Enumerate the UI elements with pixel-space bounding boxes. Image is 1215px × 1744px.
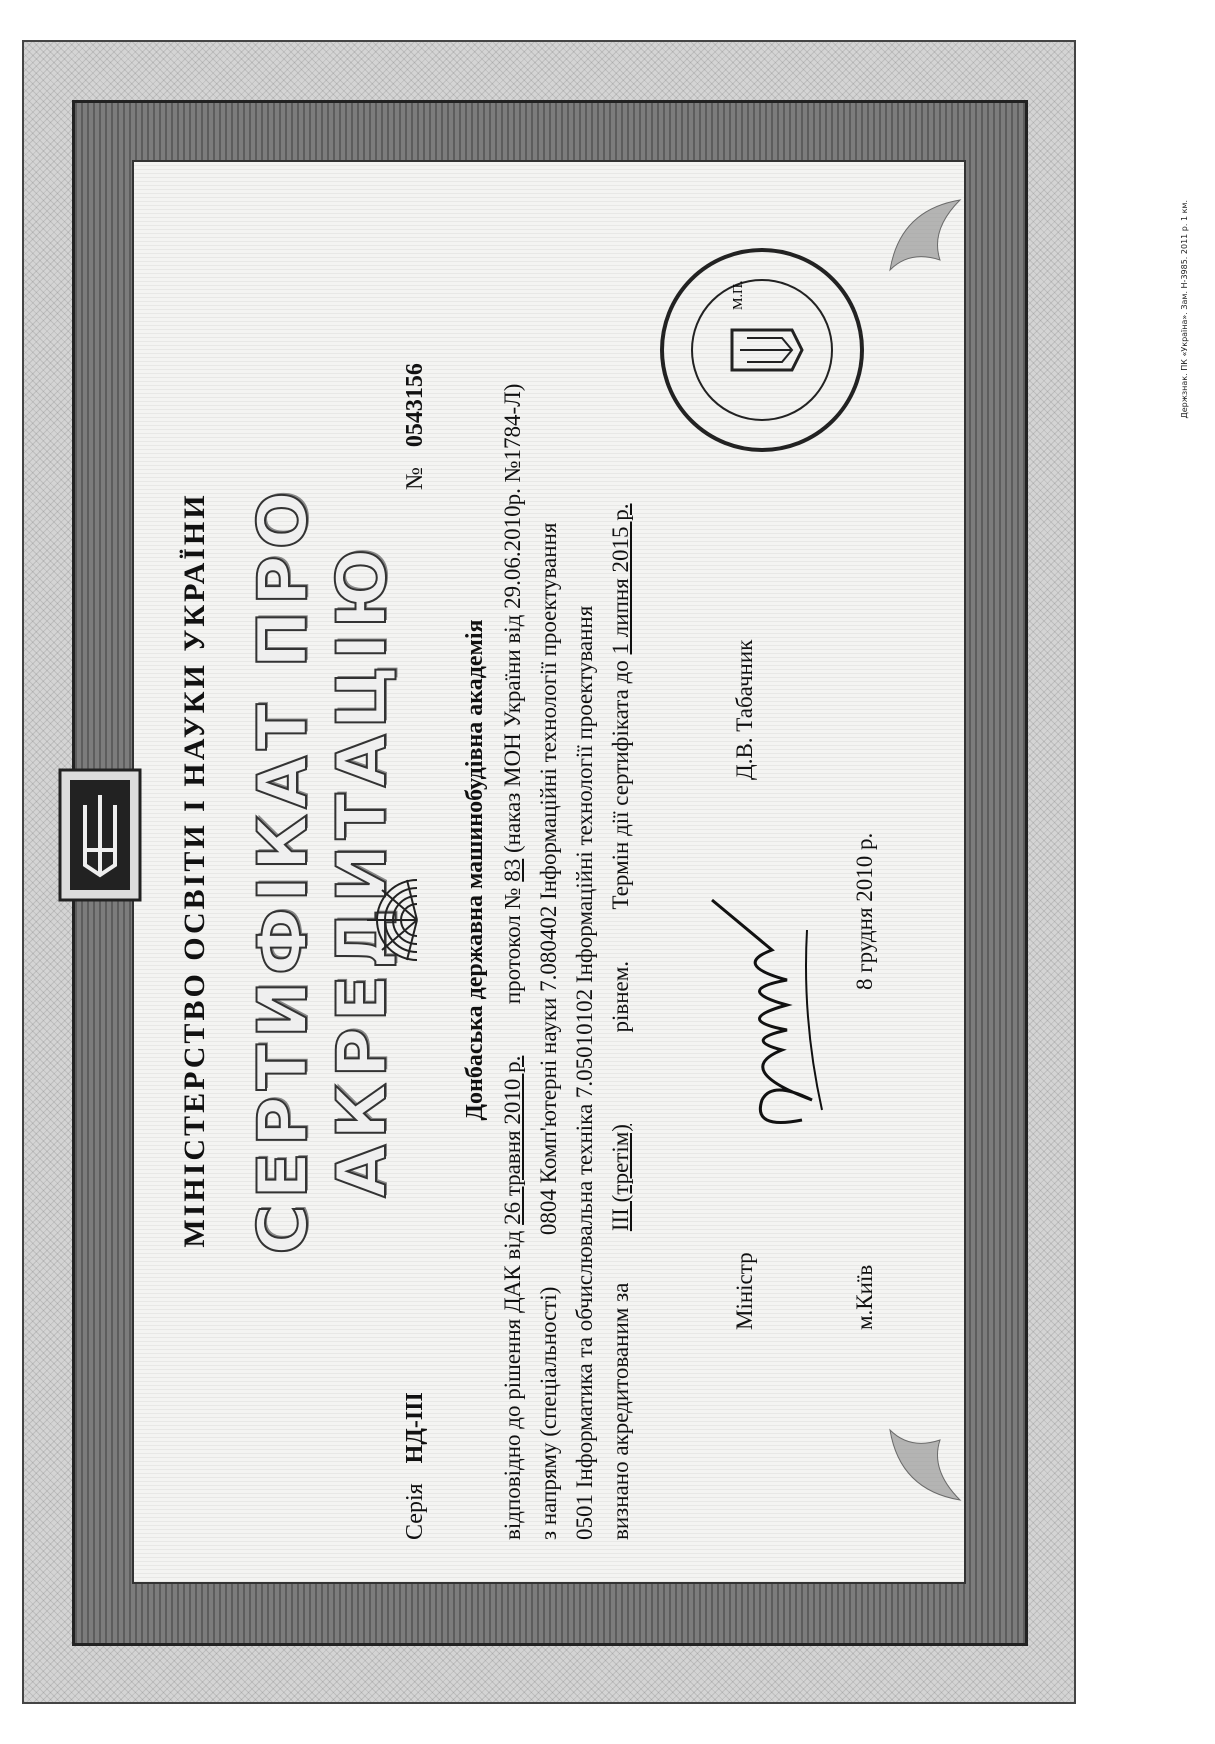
accreditation-level: III (третім) bbox=[608, 1124, 633, 1232]
certificate-title: СЕРТИФІКАТ ПРО АКРЕДИТАЦІЮ bbox=[244, 485, 402, 1255]
protocol-number: 83 bbox=[500, 858, 525, 882]
organization-name: Донбаська державна машинобудівна академія bbox=[462, 619, 488, 1121]
level-suffix: рівнем. bbox=[608, 960, 633, 1033]
order-reference: (наказ МОН України від 29.06.2010р. №1784-Л) bbox=[500, 383, 525, 853]
stamp-mp: М.П. bbox=[731, 280, 746, 310]
certificate-content bbox=[132, 160, 962, 1580]
accreditation-line bbox=[608, 200, 634, 1540]
minister-name: Д.В. Табачник bbox=[732, 639, 757, 780]
number-field bbox=[402, 363, 429, 490]
specialty-label: з напряму (спеціальності) bbox=[536, 1286, 561, 1540]
ministry-heading: МІНІСТЕРСТВО ОСВІТИ І НАУКИ УКРАЇНИ bbox=[178, 492, 211, 1248]
printer-note: Держзнак. ПК «Україна». Зам. Н-3985. 2011 р. 1 км. bbox=[1180, 200, 1189, 419]
decision-line bbox=[500, 200, 526, 1540]
specialty-value: 0804 Комп'ютерні науки 7.080402 Інформаційні технології проектування bbox=[536, 522, 561, 1236]
sunburst-emblem-icon bbox=[337, 860, 437, 980]
minister-label: Міністр bbox=[732, 1252, 757, 1330]
signature-icon bbox=[692, 890, 842, 1140]
validity-date: 1 липня 2015 р. bbox=[608, 503, 633, 655]
number-value: 0543156 bbox=[402, 363, 428, 448]
city: м.Київ bbox=[852, 1264, 877, 1330]
number-label: № bbox=[402, 467, 428, 490]
decision-date: 26 травня 2010 р. bbox=[500, 1055, 525, 1225]
validity-label: Термін дії сертифіката до bbox=[608, 660, 633, 910]
series-value: НД-ІІІ bbox=[402, 1392, 428, 1464]
series-field bbox=[402, 1392, 429, 1540]
accreditation-label: визнано акредитованим за bbox=[608, 1282, 633, 1540]
official-stamp-icon bbox=[652, 240, 872, 460]
series-label: Серія bbox=[402, 1483, 428, 1540]
decision-text: відповідно до рішення ДАК від bbox=[500, 1230, 525, 1540]
issue-date: 8 грудня 2010 р. bbox=[852, 832, 877, 990]
protocol-label: протокол № bbox=[500, 887, 525, 1005]
specialty-line bbox=[536, 200, 562, 1540]
specialty-line-2: 0501 Інформатика та обчислювальна техніка 7.05010102 Інформаційні технології проектування bbox=[572, 605, 597, 1540]
